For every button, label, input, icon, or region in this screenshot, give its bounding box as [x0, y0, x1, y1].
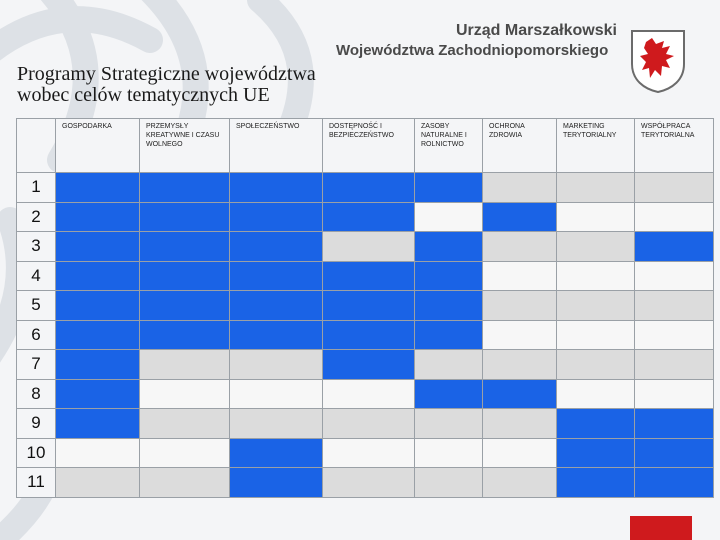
active-cell: [230, 320, 323, 350]
empty-cell: [415, 409, 483, 439]
empty-cell: [635, 350, 714, 380]
active-cell: [56, 232, 140, 262]
active-cell: [635, 409, 714, 439]
org-line-1: Urząd Marszałkowski: [456, 22, 617, 39]
active-cell: [140, 291, 230, 321]
column-header: MARKETING TERYTORIALNY: [557, 119, 635, 173]
red-accent-bar: [630, 516, 692, 540]
table-row: [17, 232, 714, 262]
active-cell: [230, 438, 323, 468]
active-cell: [230, 468, 323, 498]
active-cell: [557, 468, 635, 498]
empty-cell: [483, 291, 557, 321]
empty-cell: [323, 232, 415, 262]
empty-cell: [415, 438, 483, 468]
empty-cell: [635, 320, 714, 350]
active-cell: [323, 202, 415, 232]
row-number: 6: [17, 320, 56, 350]
active-cell: [56, 202, 140, 232]
empty-cell: [483, 438, 557, 468]
empty-cell: [483, 232, 557, 262]
active-cell: [56, 261, 140, 291]
active-cell: [56, 320, 140, 350]
empty-cell: [230, 409, 323, 439]
row-number: 8: [17, 379, 56, 409]
empty-cell: [140, 468, 230, 498]
empty-cell: [323, 409, 415, 439]
empty-cell: [323, 379, 415, 409]
empty-cell: [557, 350, 635, 380]
active-cell: [415, 261, 483, 291]
empty-cell: [56, 468, 140, 498]
active-cell: [140, 202, 230, 232]
title-line-1: Programy Strategiczne województwa: [17, 63, 316, 85]
active-cell: [140, 261, 230, 291]
column-header: PRZEMYSŁY KREATYWNE I CZASU WOLNEGO: [140, 119, 230, 173]
active-cell: [415, 173, 483, 203]
empty-cell: [415, 468, 483, 498]
active-cell: [230, 261, 323, 291]
empty-cell: [415, 350, 483, 380]
empty-cell: [635, 173, 714, 203]
row-number: 5: [17, 291, 56, 321]
column-header: DOSTĘPNOŚĆ I BEZPIECZEŃSTWO: [323, 119, 415, 173]
griffin-crest-icon: [628, 28, 688, 94]
active-cell: [323, 320, 415, 350]
empty-cell: [635, 261, 714, 291]
active-cell: [140, 320, 230, 350]
table-row: [17, 202, 714, 232]
empty-cell: [483, 409, 557, 439]
programs-goals-table: [16, 118, 714, 498]
active-cell: [635, 232, 714, 262]
row-number: 3: [17, 232, 56, 262]
column-header: OCHRONA ZDROWIA: [483, 119, 557, 173]
table-row: [17, 438, 714, 468]
active-cell: [323, 350, 415, 380]
active-cell: [230, 291, 323, 321]
empty-cell: [140, 438, 230, 468]
empty-cell: [415, 202, 483, 232]
active-cell: [230, 202, 323, 232]
row-number: 2: [17, 202, 56, 232]
empty-cell: [56, 438, 140, 468]
empty-cell: [557, 202, 635, 232]
empty-cell: [483, 468, 557, 498]
active-cell: [635, 468, 714, 498]
row-number: 10: [17, 438, 56, 468]
active-cell: [56, 291, 140, 321]
empty-cell: [635, 202, 714, 232]
empty-cell: [323, 438, 415, 468]
empty-cell: [557, 232, 635, 262]
row-number: 11: [17, 468, 56, 498]
active-cell: [557, 409, 635, 439]
table-body: [17, 173, 714, 498]
empty-cell: [635, 379, 714, 409]
empty-cell: [140, 350, 230, 380]
table-row: [17, 261, 714, 291]
empty-cell: [557, 173, 635, 203]
column-header: SPOŁECZEŃSTWO: [230, 119, 323, 173]
table-row: [17, 468, 714, 498]
organization-name: [336, 21, 617, 60]
corner-cell: [17, 119, 56, 173]
table-row: [17, 173, 714, 203]
title-line-2: wobec celów tematycznych UE: [17, 84, 270, 106]
empty-cell: [557, 291, 635, 321]
active-cell: [56, 379, 140, 409]
empty-cell: [230, 379, 323, 409]
active-cell: [635, 438, 714, 468]
column-header: ZASOBY NATURALNE I ROLNICTWO: [415, 119, 483, 173]
active-cell: [415, 232, 483, 262]
empty-cell: [483, 261, 557, 291]
empty-cell: [140, 379, 230, 409]
header-row: [17, 119, 714, 173]
row-number: 4: [17, 261, 56, 291]
active-cell: [230, 232, 323, 262]
active-cell: [323, 291, 415, 321]
active-cell: [415, 379, 483, 409]
row-number: 1: [17, 173, 56, 203]
page-title: [17, 64, 316, 106]
active-cell: [557, 438, 635, 468]
row-number: 9: [17, 409, 56, 439]
empty-cell: [483, 350, 557, 380]
active-cell: [56, 173, 140, 203]
empty-cell: [323, 468, 415, 498]
table-row: [17, 291, 714, 321]
active-cell: [56, 350, 140, 380]
empty-cell: [140, 409, 230, 439]
active-cell: [140, 173, 230, 203]
empty-cell: [230, 350, 323, 380]
active-cell: [56, 409, 140, 439]
active-cell: [415, 320, 483, 350]
active-cell: [483, 379, 557, 409]
empty-cell: [483, 320, 557, 350]
active-cell: [483, 202, 557, 232]
column-header: WSPÓŁPRACA TERYTORIALNA: [635, 119, 714, 173]
active-cell: [230, 173, 323, 203]
active-cell: [415, 291, 483, 321]
table-row: [17, 350, 714, 380]
empty-cell: [483, 173, 557, 203]
empty-cell: [557, 320, 635, 350]
org-line-2: Województwa Zachodniopomorskiego: [336, 42, 609, 59]
row-number: 7: [17, 350, 56, 380]
active-cell: [323, 173, 415, 203]
active-cell: [323, 261, 415, 291]
table-row: [17, 320, 714, 350]
empty-cell: [635, 291, 714, 321]
column-header: GOSPODARKA: [56, 119, 140, 173]
empty-cell: [557, 379, 635, 409]
table-row: [17, 379, 714, 409]
active-cell: [140, 232, 230, 262]
empty-cell: [557, 261, 635, 291]
table-row: [17, 409, 714, 439]
